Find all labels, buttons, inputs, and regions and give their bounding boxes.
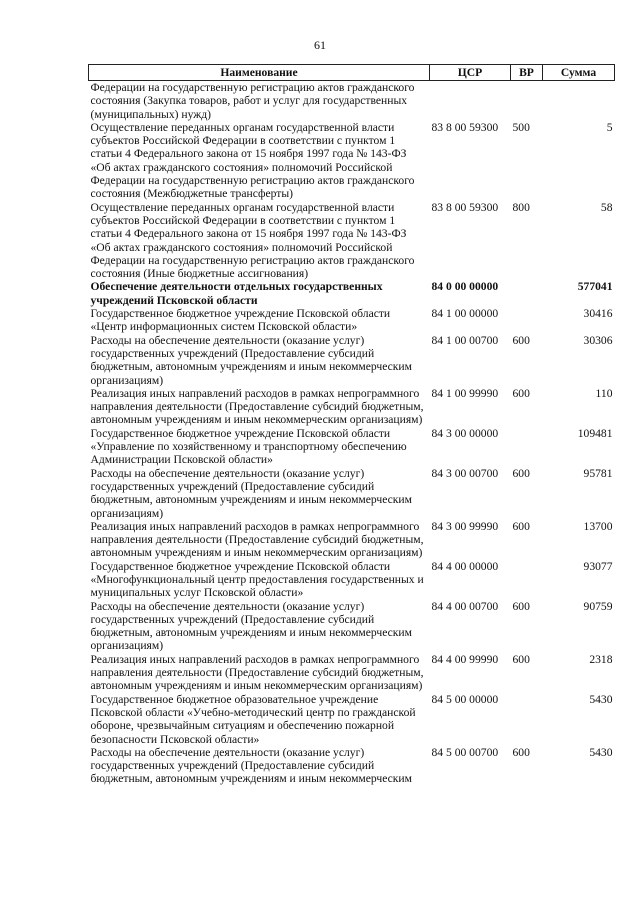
table-row	[89, 560, 615, 600]
cell-csr: 84 4 00 00000	[431, 559, 499, 573]
cell-vr: 800	[512, 200, 530, 214]
cell-sum: 109481	[577, 426, 613, 440]
cell-vr	[511, 427, 543, 467]
header-name: Наименование	[89, 65, 430, 81]
table-row	[89, 693, 615, 746]
cell-sum: 90759	[583, 599, 613, 613]
cell-vr: 600	[512, 745, 530, 759]
cell-vr: 500	[512, 120, 530, 134]
cell-sum: 93077	[583, 559, 613, 573]
cell-sum: 30306	[583, 333, 613, 347]
table-row	[89, 280, 615, 307]
cell-name: Государственное бюджетное учреждение Псковской области «Многофункциональный центр предоставления государственных и муниципальных услуг Псковской области»	[90, 559, 424, 600]
cell-name: Расходы на обеспечение деятельности (оказание услуг) государственных учреждений (Предоставление субсидий бюджетным, автономным учреждениям и иным некоммерческим организациям)	[90, 333, 412, 387]
header-vr: ВР	[511, 65, 543, 81]
cell-csr	[430, 81, 511, 121]
cell-csr: 84 3 00 00000	[431, 426, 499, 440]
cell-name: Расходы на обеспечение деятельности (оказание услуг) государственных учреждений (Предоставление субсидий бюджетным, автономным учреждениям и иным некоммерческим	[90, 745, 412, 786]
cell-vr	[511, 693, 543, 746]
cell-csr: 84 1 00 00700	[431, 333, 499, 347]
cell-name: Обеспечение деятельности отдельных государственных учреждений Псковской области	[90, 280, 383, 307]
cell-sum: 5	[606, 120, 613, 134]
cell-name: Расходы на обеспечение деятельности (оказание услуг) государственных учреждений (Предоставление субсидий бюджетным, автономным учреждениям и иным некоммерческим организациям)	[90, 599, 412, 653]
table-row	[89, 81, 615, 121]
table-row	[89, 653, 615, 693]
cell-sum: 5430	[589, 692, 613, 706]
cell-csr: 84 4 00 00700	[431, 599, 499, 613]
table-row	[89, 334, 615, 387]
cell-csr: 84 3 00 00700	[431, 466, 499, 480]
cell-name: Государственное бюджетное учреждение Псковской области «Управление по хозяйственному и транспортному обеспечению Администрации Псковской области»	[90, 426, 407, 467]
cell-vr	[511, 81, 543, 121]
cell-sum: 95781	[583, 466, 613, 480]
table-row	[89, 201, 615, 281]
cell-csr: 84 5 00 00700	[431, 745, 499, 759]
cell-csr: 84 0 00 00000	[431, 280, 499, 294]
cell-name: Государственное бюджетное учреждение Псковской области «Центр информационных систем Псковской области»	[90, 307, 391, 334]
cell-name: Федерации на государственную регистрацию актов гражданского состояния (Закупка товаров, работ и услуг для государственных (муниципальных) нужд)	[90, 81, 415, 121]
table-body	[89, 81, 615, 786]
cell-csr: 84 1 00 00000	[431, 307, 499, 321]
header-sum: Сумма	[543, 65, 615, 81]
cell-name: Реализация иных направлений расходов в рамках непрограммного направления деятельности (Предоставление субсидий бюджетным, автономным учреждениям и иным некоммерческим организациям)	[90, 519, 424, 560]
cell-vr: 600	[512, 333, 530, 347]
cell-sum: 577041	[577, 280, 613, 294]
budget-table	[88, 64, 615, 786]
cell-csr: 83 8 00 59300	[431, 200, 499, 214]
cell-vr	[511, 280, 543, 307]
cell-sum: 30416	[583, 307, 613, 321]
cell-sum: 5430	[589, 745, 613, 759]
cell-name: Государственное бюджетное образовательное учреждение Псковской области «Учебно-методический центр по гражданской обороне, чрезвычайным ситуациям и обеспечению пожарной безопасности Псковской области»	[90, 692, 416, 746]
cell-csr: 84 1 00 99990	[431, 386, 499, 400]
cell-vr: 600	[512, 466, 530, 480]
table-row	[89, 600, 615, 653]
table-row	[89, 427, 615, 467]
table-header-row	[89, 65, 615, 81]
table-row	[89, 307, 615, 334]
cell-csr: 84 5 00 00000	[431, 692, 499, 706]
table-row	[89, 520, 615, 560]
cell-sum: 13700	[583, 519, 613, 533]
cell-name: Реализация иных направлений расходов в рамках непрограммного направления деятельности (Предоставление субсидий бюджетным, автономным учреждениям и иным некоммерческим организациям)	[90, 652, 424, 693]
cell-vr	[511, 307, 543, 334]
cell-vr: 600	[512, 386, 530, 400]
cell-csr: 84 4 00 99990	[431, 652, 499, 666]
table-row	[89, 387, 615, 427]
table-row	[89, 746, 615, 786]
cell-name: Осуществление переданных органам государственной власти субъектов Российской Федерации в соответствии с пунктом 1 статьи 4 Федерального закона от 15 ноября 1997 года № 143-ФЗ «Об актах гражданского состояния» полномочий Российской Федерации на государственную регистрацию актов гражданского состояния (Межбюджетные трансферты)	[90, 120, 415, 201]
cell-vr: 600	[512, 519, 530, 533]
cell-sum: 2318	[589, 652, 613, 666]
table-row	[89, 467, 615, 520]
header-csr: ЦСР	[430, 65, 511, 81]
table-row	[89, 121, 615, 201]
cell-csr: 83 8 00 59300	[431, 120, 499, 134]
cell-name: Осуществление переданных органам государственной власти субъектов Российской Федерации в соответствии с пунктом 1 статьи 4 Федерального закона от 15 ноября 1997 года № 143-ФЗ «Об актах гражданского состояния» полномочий Российской Федерации на государственную регистрацию актов гражданского состояния (Иные бюджетные ассигнования)	[90, 200, 415, 281]
page-number: 61	[314, 38, 326, 52]
cell-csr: 84 3 00 99990	[431, 519, 499, 533]
cell-sum: 110	[595, 386, 613, 400]
cell-vr: 600	[512, 599, 530, 613]
cell-vr: 600	[512, 652, 530, 666]
cell-name: Расходы на обеспечение деятельности (оказание услуг) государственных учреждений (Предоставление субсидий бюджетным, автономным учреждениям и иным некоммерческим организациям)	[90, 466, 412, 520]
cell-sum: 58	[600, 200, 613, 214]
cell-vr	[511, 560, 543, 600]
cell-sum	[543, 81, 615, 121]
cell-name: Реализация иных направлений расходов в рамках непрограммного направления деятельности (Предоставление субсидий бюджетным, автономным учреждениям и иным некоммерческим организациям)	[90, 386, 424, 427]
